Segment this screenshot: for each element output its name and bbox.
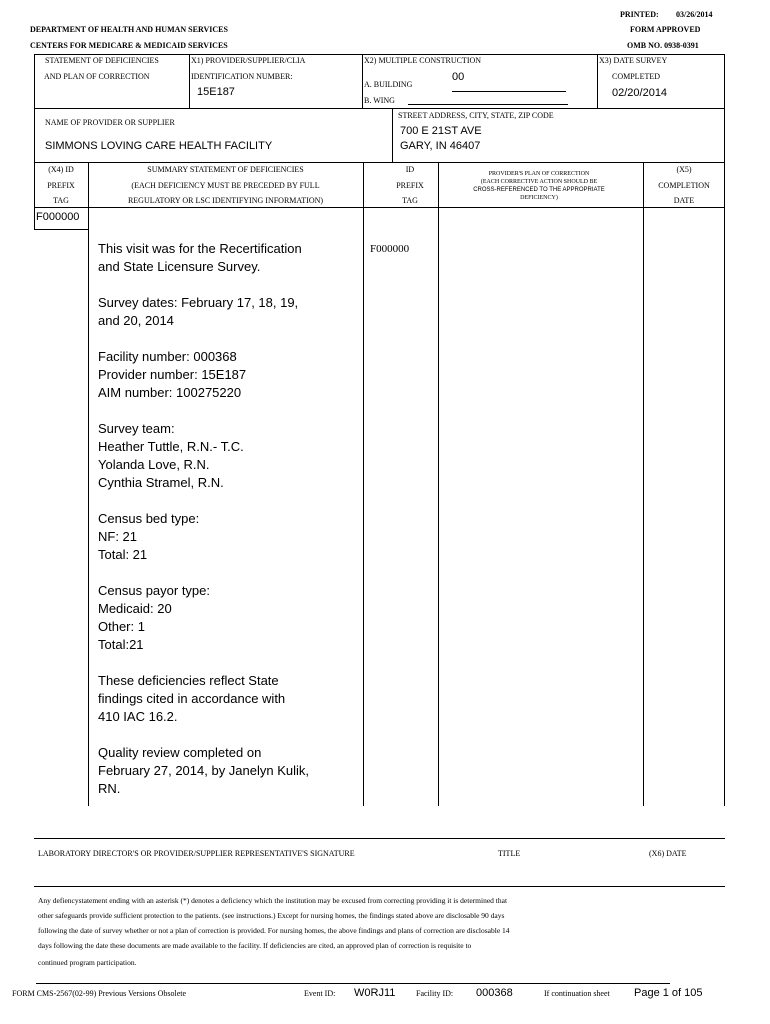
signature-label: LABORATORY DIRECTOR'S OR PROVIDER/SUPPLIER REPRESENTATIVE'S SIGNATURE xyxy=(38,849,355,858)
row-tag-underline xyxy=(34,229,88,230)
survey-date-value: 02/20/2014 xyxy=(612,87,668,99)
x1-label-1: X1) PROVIDER/SUPPLIER/CLIA xyxy=(191,56,306,65)
name-row-left-line xyxy=(34,108,35,163)
provider-id-value: 15E187 xyxy=(197,86,235,98)
col-completion: COMPLETION xyxy=(658,181,710,190)
form-number: FORM CMS-2567(02-99) Previous Versions Obsolete xyxy=(12,989,187,998)
page-number: Page 1 of 105 xyxy=(634,987,703,999)
notice-line-1: Any defiencystatement ending with an asterisk (*) denotes a deficiency which the institution may be excused from correcting providing it is determined that xyxy=(38,896,508,905)
body-divider-2 xyxy=(363,162,364,806)
printed-date: 03/26/2014 xyxy=(676,10,713,19)
continuation-label: If continuation sheet xyxy=(544,989,610,998)
grid-top-line xyxy=(34,54,725,55)
signature-bottom-line xyxy=(34,886,725,887)
id-prefix-tag: F000000 xyxy=(370,243,410,255)
building-value: 00 xyxy=(452,71,465,83)
title-label: TITLE xyxy=(498,849,521,858)
name-row-divider xyxy=(392,108,393,163)
col-plan-4: DEFICIENCY) xyxy=(520,195,558,201)
body-divider-3 xyxy=(438,162,439,806)
statement-label-2: AND PLAN OF CORRECTION xyxy=(44,72,150,81)
notice-line-5: continued program participation. xyxy=(38,958,137,967)
x3-label-2: COMPLETED xyxy=(612,72,660,81)
col-date: DATE xyxy=(673,196,695,205)
col-tag-2: TAG xyxy=(402,196,418,205)
provider-name: SIMMONS LOVING CARE HEALTH FACILITY xyxy=(45,140,273,152)
col-x4-id: (X4) ID xyxy=(48,165,74,174)
grid-mid-line xyxy=(34,108,725,109)
facility-id-value: 000368 xyxy=(476,987,513,999)
notice-line-3: following the date of survey whether or not a plan of correction is provided. For nursing homes, the above findings and plans of correction are disclosable 14 xyxy=(38,926,510,935)
col-x5: (X5) xyxy=(676,165,692,174)
body-right-line xyxy=(724,162,725,806)
agency-title: CENTERS FOR MEDICARE & MEDICAID SERVICES xyxy=(30,41,228,50)
col-id: ID xyxy=(405,165,415,174)
col-prefix: PREFIX xyxy=(47,181,75,190)
col-tag: TAG xyxy=(53,196,69,205)
body-divider-4 xyxy=(643,162,644,806)
wing-label: B. WING xyxy=(364,96,395,105)
body-divider-1 xyxy=(88,162,89,806)
signature-date-label: (X6) DATE xyxy=(649,849,687,858)
signature-top-line xyxy=(34,838,725,839)
building-label: A. BUILDING xyxy=(364,80,413,89)
address-label: STREET ADDRESS, CITY, STATE, ZIP CODE xyxy=(398,111,554,120)
x1-label-2: IDENTIFICATION NUMBER: xyxy=(191,72,293,81)
wing-underline xyxy=(408,104,568,105)
omb-number: OMB NO. 0938-0391 xyxy=(627,41,699,50)
col-summary-2: (EACH DEFICIENCY MUST BE PRECEDED BY FULL xyxy=(131,181,320,190)
provider-name-label: NAME OF PROVIDER OR SUPPLIER xyxy=(45,118,175,127)
statement-label-1: STATEMENT OF DEFICIENCIES xyxy=(45,56,159,65)
column-header-top-line xyxy=(34,162,725,163)
col-plan-1: PROVIDER'S PLAN OF CORRECTION xyxy=(488,171,590,177)
form-approved: FORM APPROVED xyxy=(630,25,701,34)
x3-label-1: X3) DATE SURVEY xyxy=(599,56,668,65)
col-summary-1: SUMMARY STATEMENT OF DEFICIENCIES xyxy=(147,165,304,174)
col-plan-2: (EACH CORRECTIVE ACTION SHOULD BE xyxy=(480,179,598,185)
footer-top-line xyxy=(36,983,670,984)
address-line-1: 700 E 21ST AVE xyxy=(400,125,482,137)
printed-label: PRINTED: xyxy=(620,10,659,19)
grid-divider-x3 xyxy=(597,54,598,109)
col-prefix-2: PREFIX xyxy=(396,181,424,190)
summary-statement: This visit was for the Recertification and State Licensure Survey. Survey dates: February 17, 18, 19, and 20, 2014 Facility number: 000368 Provider number: 15E187 AIM number: 100275220 Survey team: Heather Tuttle, R.N.- T.C. Yolanda Love, R.N. Cynthia Stramel, R.N. Census bed type: NF: 21 Total: 21 Census payor type: Medicaid: 20 Other: 1 Total:21 These deficiencies reflect State findings cited in accordance with 410 IAC 16.2. Quality review completed on February 27, 2014, by Janelyn Kulik, RN. xyxy=(98,241,310,796)
grid-divider-x2 xyxy=(362,54,363,109)
department-title: DEPARTMENT OF HEALTH AND HUMAN SERVICES xyxy=(30,25,228,34)
event-id-value: W0RJ11 xyxy=(354,987,396,999)
building-underline xyxy=(452,91,566,92)
col-summary-3: REGULATORY OR LSC IDENTIFYING INFORMATION) xyxy=(127,196,324,205)
grid-divider-x1 xyxy=(189,54,190,109)
notice-line-4: days following the date these documents are made available to the facility. If deficiencies are cited, an approved plan of correction is requisite to xyxy=(38,941,472,950)
row-tag: F000000 xyxy=(36,211,80,223)
column-header-bottom-line xyxy=(34,207,725,208)
row-tag-left-line xyxy=(34,207,35,229)
col-plan-3: CROSS-REFERENCED TO THE APPROPRIATE xyxy=(473,187,605,193)
x2-label: X2) MULTIPLE CONSTRUCTION xyxy=(364,56,482,65)
grid-left-line xyxy=(34,54,35,109)
event-id-label: Event ID: xyxy=(304,989,336,998)
notice-line-2: other safeguards provide sufficient protection to the patients. (see instructions.) Except for nursing homes, the findings stated above are disclosable 90 days xyxy=(38,911,505,920)
facility-id-label: Facility ID: xyxy=(416,989,454,998)
address-line-2: GARY, IN 46407 xyxy=(400,140,481,152)
